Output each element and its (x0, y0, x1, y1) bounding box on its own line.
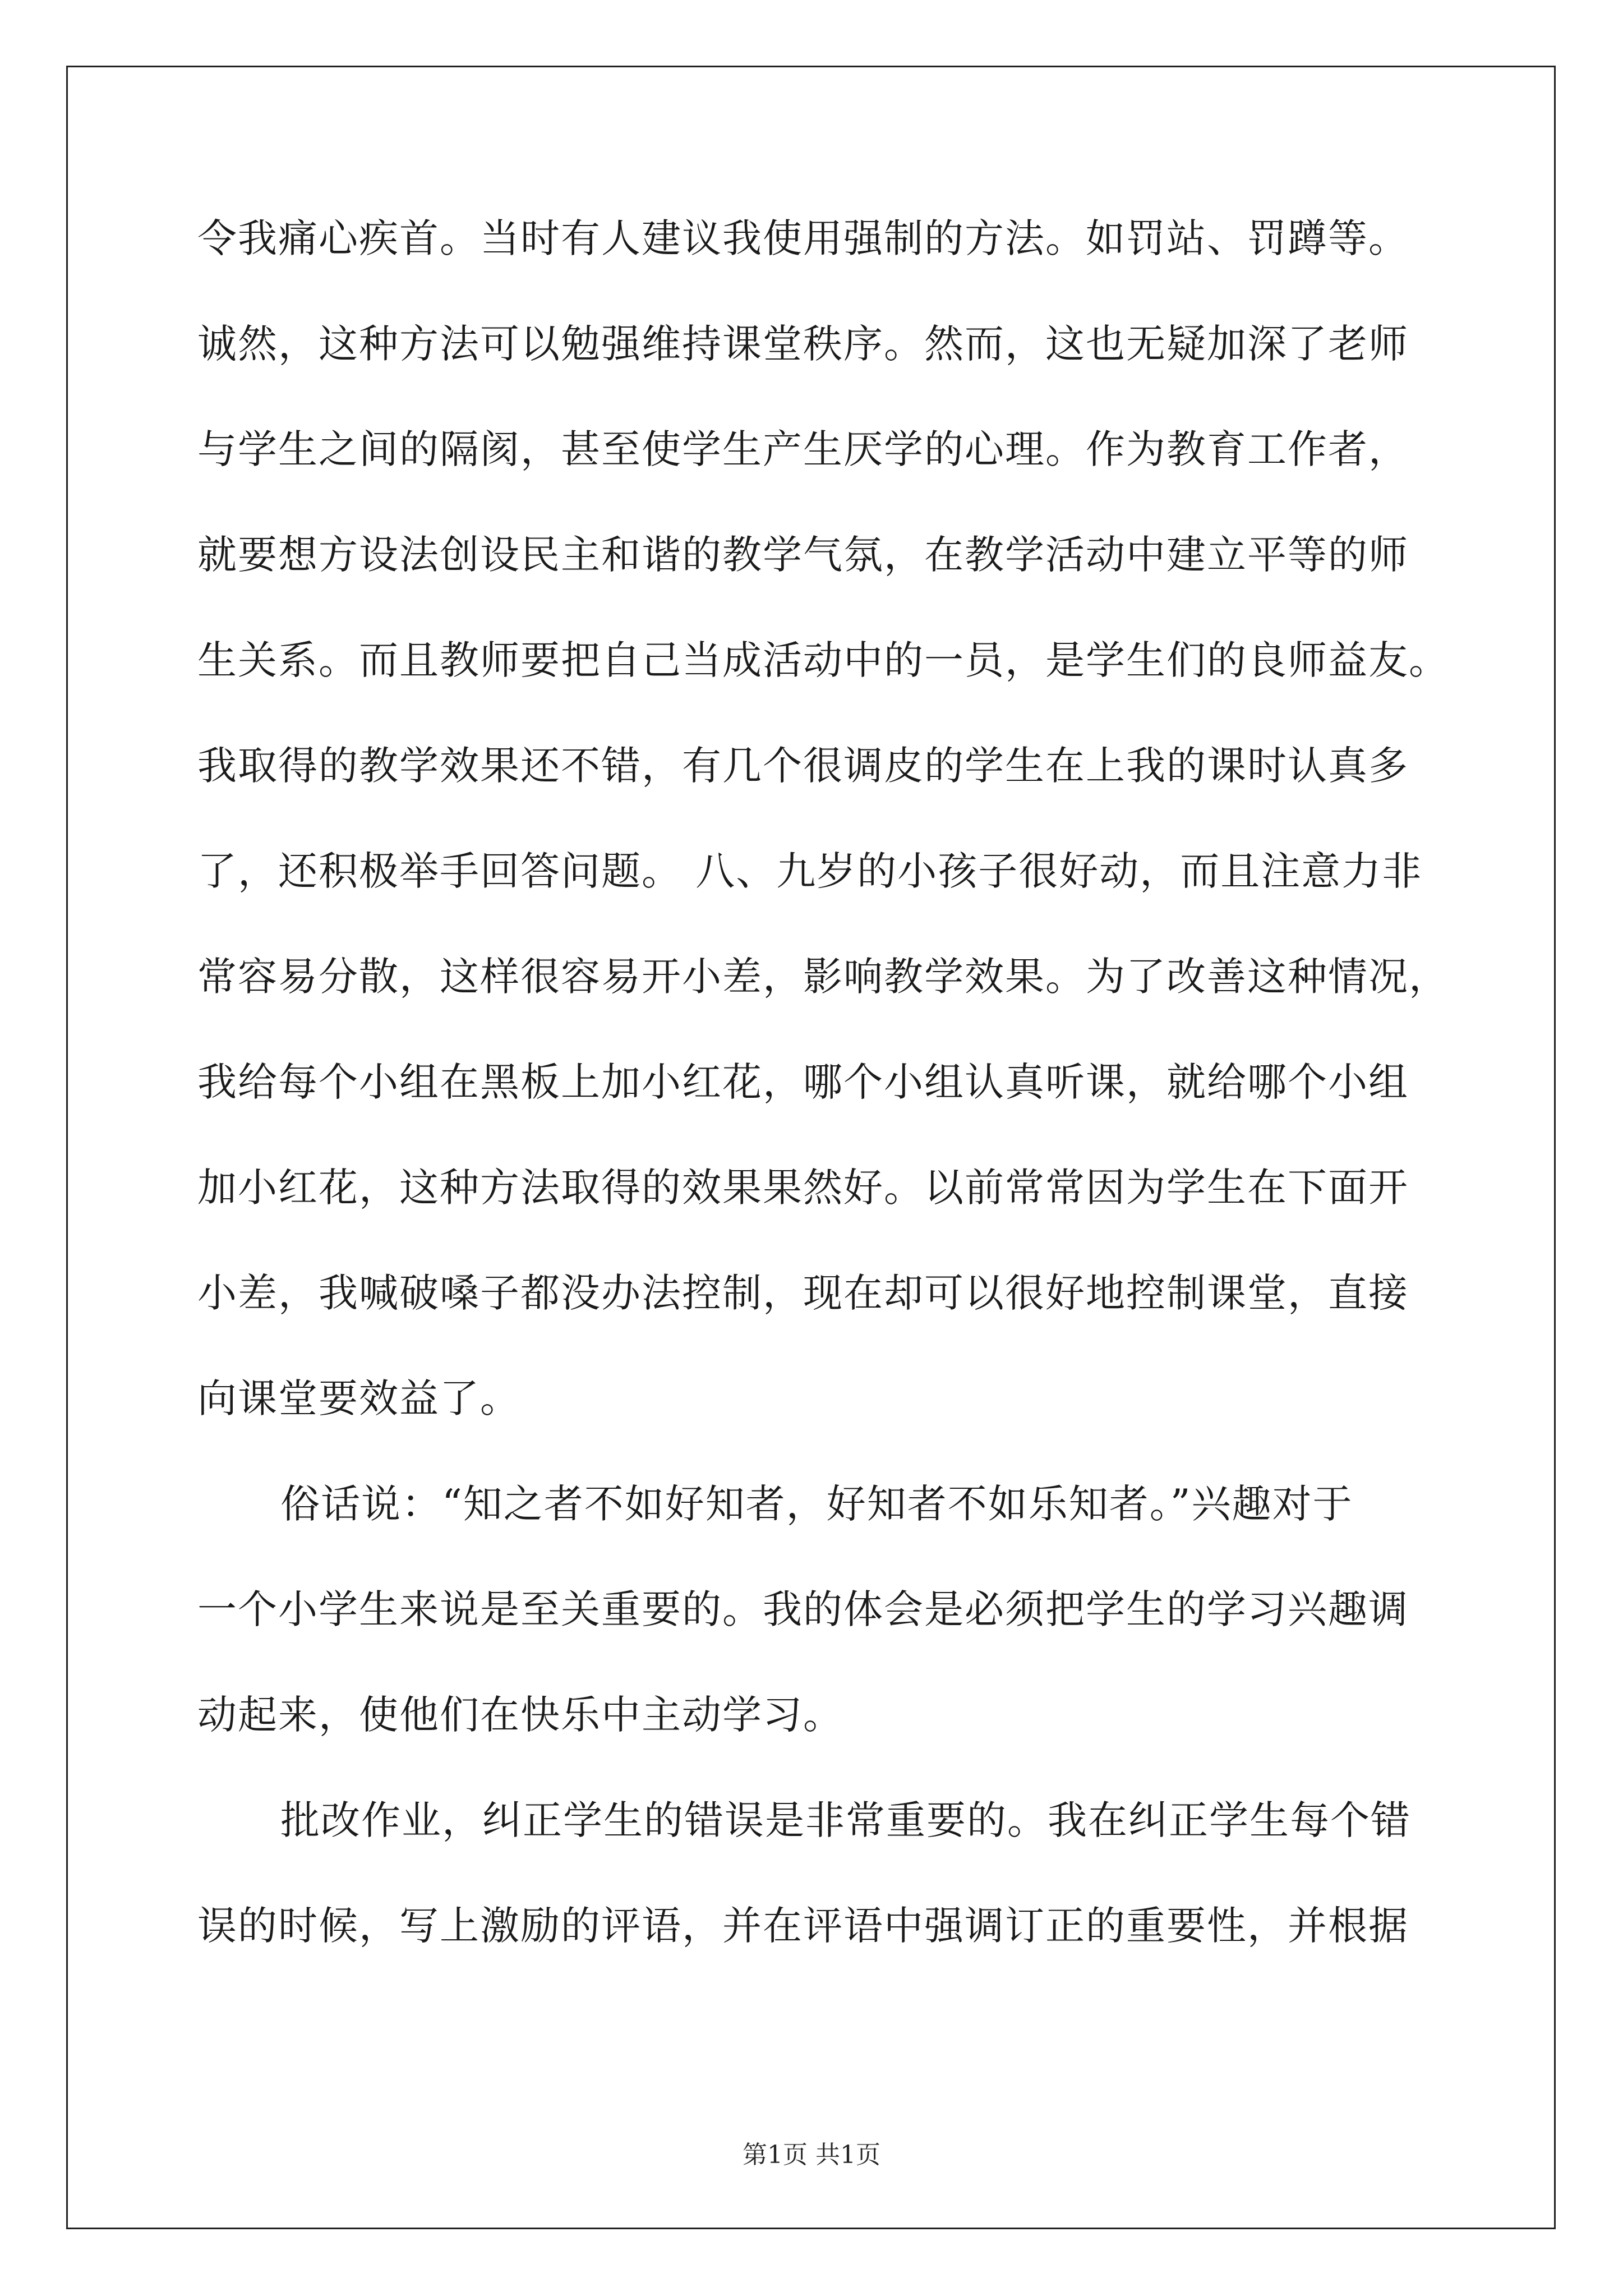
text-line: 常容易分散，这样很容易开小差，影响教学效果。为了改善这种情况， (197, 954, 1449, 1000)
text-line: 诚然，这种方法可以勉强维持课堂秩序。然而，这也无疑加深了老师 (197, 321, 1409, 367)
text-line: 令我痛心疾首。当时有人建议我使用强制的方法。如罚站、罚蹲等。 (197, 215, 1409, 261)
paragraph-3 (197, 1797, 1422, 2012)
text-line: 加小红花，这种方法取得的效果果然好。以前常常因为学生在下面开 (197, 1165, 1409, 1211)
page-number-footer: 第1页 共1页 (743, 2141, 880, 2169)
text-line: 俗话说：“知之者不如好知者，好知者不如乐知者。”兴趣对于 (280, 1481, 1353, 1527)
document-body (197, 215, 1449, 2012)
text-line: 生关系。而且教师要把自己当成活动中的一员，是学生们的良师益友。 (197, 637, 1449, 683)
text-line: 批改作业，纠正学生的错误是非常重要的。我在纠正学生每个错 (280, 1797, 1411, 1843)
paragraph-2 (197, 1481, 1422, 1801)
text-line: 我取得的教学效果还不错，有几个很调皮的学生在上我的课时认真多 (197, 743, 1409, 789)
text-line: 小差，我喊破嗓子都没办法控制，现在却可以很好地控制课堂，直接 (197, 1270, 1409, 1316)
paragraph-1 (197, 215, 1449, 1484)
text-line: 向课堂要效益了。 (197, 1375, 520, 1421)
text-line: 与学生之间的隔阂，甚至使学生产生厌学的心理。作为教育工作者， (197, 426, 1409, 472)
text-line: 我给每个小组在黑板上加小红花，哪个小组认真听课，就给哪个小组 (197, 1059, 1409, 1105)
text-line: 误的时候，写上激励的评语，并在评语中强调订正的重要性，并根据 (197, 1903, 1409, 1949)
text-line: 动起来，使他们在快乐中主动学习。 (197, 1692, 843, 1738)
text-line: 就要想方设法创设民主和谐的教学气氛，在教学活动中建立平等的师 (197, 532, 1409, 578)
text-line: 了，还积极举手回答问题。 八、九岁的小孩子很好动，而且注意力非 (197, 848, 1423, 894)
text-line: 一个小学生来说是至关重要的。我的体会是必须把学生的学习兴趣调 (197, 1586, 1409, 1632)
